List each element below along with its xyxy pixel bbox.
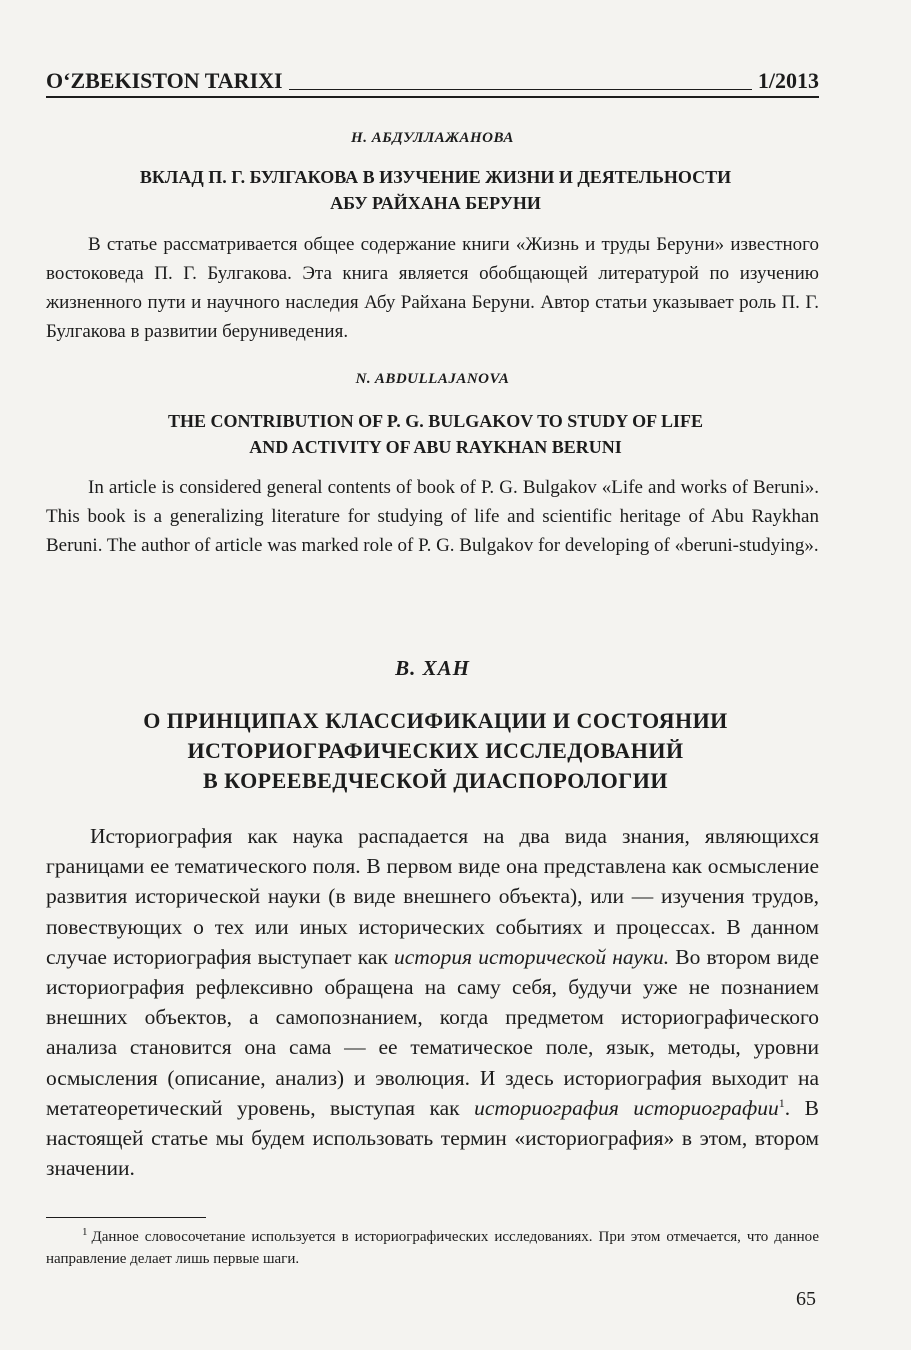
- body-text-part3: . В настоящей статье мы будем использовать термин «историография» в этом, втором значении.: [46, 1095, 820, 1181]
- footnote-text: Данное словосочетание используется в историографических исследованиях. При этом отмечается, что данное направление делает лишь первые шаги.: [46, 1229, 819, 1267]
- article1-abstract: В статье рассматривается общее содержание книги «Жизнь и труды Беруни» известного востоковеда П. Г. Булгакова. Эта книга является обобщающей литературой по изучению жизненного пути и научного наследия Абу Райхана Беруни. Автор статьи указывает роль П. Г. Булгакова в развитии беруниведения.: [46, 234, 819, 342]
- article1-author: Н. АБДУЛЛАЖАНОВА: [351, 130, 514, 146]
- article2-author: N. ABDULLAJANOVA: [355, 371, 510, 387]
- body-text-part1: Историография как наука распадается на два вида знания, являющихся границами ее тематического поля. В первом виде она представлена как осмысление развития исторической науки (в виде внешнего объекта), или — изучения трудов, повествующих о тех или иных исторических событиях и процессах. В данном случае историография выступает как: [46, 824, 819, 969]
- article1-title: [60, 164, 811, 216]
- article3-title-line1: О ПРИНЦИПАХ КЛАССИФИКАЦИИ И СОСТОЯНИИ: [143, 708, 728, 733]
- article2-title: [60, 408, 811, 460]
- article1-title-line2: АБУ РАЙХАНА БЕРУНИ: [330, 193, 541, 213]
- article1-title-line1: ВКЛАД П. Г. БУЛГАКОВА В ИЗУЧЕНИЕ ЖИЗНИ И ДЕЯТЕЛЬНОСТИ: [139, 167, 732, 187]
- footnote-number: 1: [82, 1226, 88, 1238]
- article3-title-line3: В КОРЕЕВЕДЧЕСКОЙ ДИАСПОРОЛОГИИ: [202, 768, 668, 793]
- article3-body: [46, 821, 819, 1183]
- article2-abstract: In article is considered general contents of book of P. G. Bulgakov «Life and works of Beruni». This book is a generalizing literature for studying of life and scientific heritage of Abu Raykhan Beruni. The author of article was marked role of P. G. Bulgakov for developing of «beruni-studying».: [46, 477, 819, 556]
- body-emphasis-2: историография историографии: [474, 1095, 779, 1120]
- body-emphasis-1: история исторической науки.: [394, 944, 670, 969]
- body-text-part2: Во втором виде историография рефлексивно обращена на саму себя, будучи уже не познанием внешних объектов, а самопознанием, когда предметом историографического анализа становится она сама — ее тематическое поле, язык, методы, уровни осмысления (описание, анализ) и эволюция. И здесь историография выходит на метатеоретический уровень, выступая как: [46, 944, 820, 1120]
- footnote-divider: [46, 1217, 206, 1218]
- article3-title-line2: ИСТОРИОГРАФИЧЕСКИХ ИССЛЕДОВАНИЙ: [187, 738, 684, 763]
- running-head: [46, 66, 819, 98]
- header-rule: [289, 89, 752, 90]
- footnote-reference[interactable]: 1: [778, 1095, 785, 1110]
- issue-number: 1/2013: [757, 68, 819, 93]
- article3-title: [60, 706, 811, 796]
- article3-author: В. ХАН: [395, 656, 470, 680]
- article2-title-line2: AND ACTIVITY OF ABU RAYKHAN BERUNI: [249, 437, 622, 457]
- journal-title: O‘ZBEKISTON TARIXI: [46, 68, 283, 93]
- page-number: 65: [796, 1288, 816, 1310]
- article2-title-line1: THE CONTRIBUTION OF P. G. BULGAKOV TO STUDY OF LIFE: [168, 411, 703, 431]
- footnote: [46, 1226, 819, 1270]
